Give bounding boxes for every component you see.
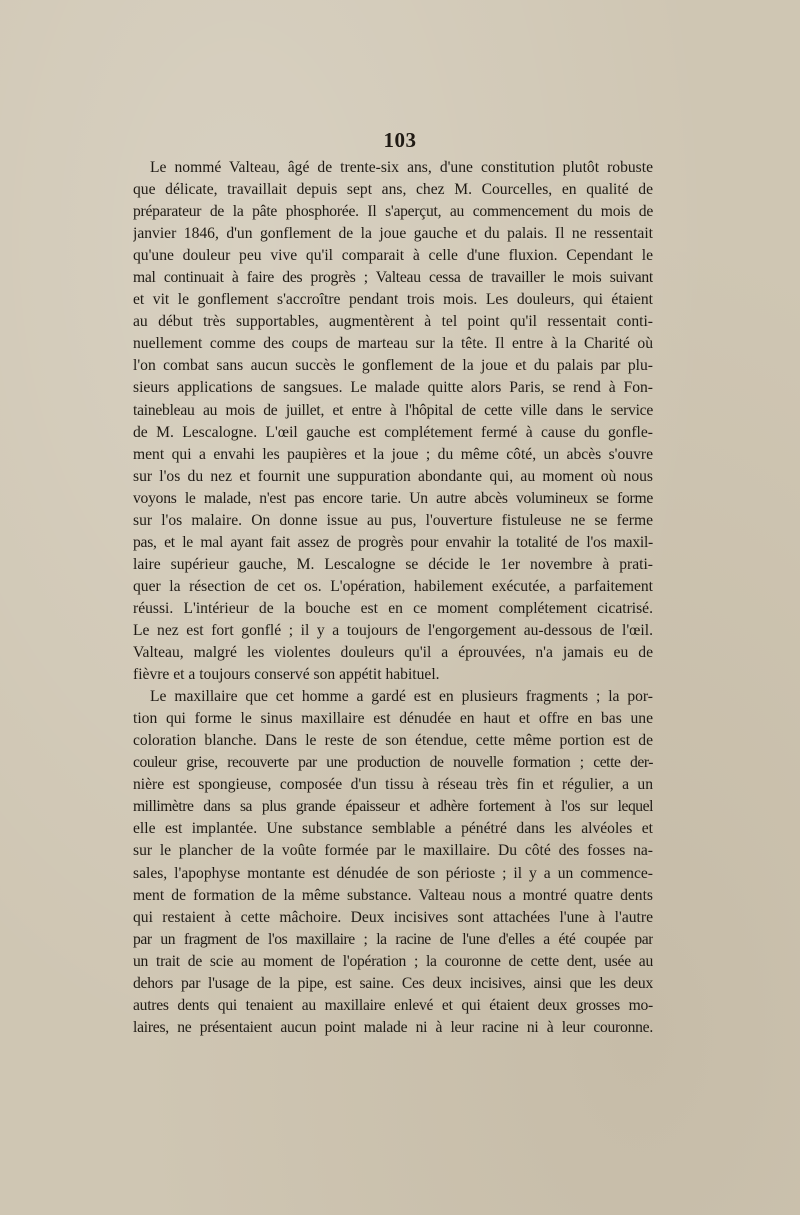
text-line: tion qui forme le sinus maxillaire est dénudée en haut et offre en bas une — [133, 710, 653, 728]
text-line: de M. Lescalogne. L'œil gauche est complétement fermé à cause du gonfle- — [133, 423, 653, 441]
text-line: sur l'os malaire. On donne issue au pus, l'ouverture fistuleuse ne se ferme — [133, 511, 653, 529]
text-line: autres dents qui tenaient au maxillaire enlevé et qui étaient deux grosses mo- — [133, 996, 653, 1014]
text-line: voyons le malade, n'est pas encore tarie. Un autre abcès volumineux se forme — [133, 489, 653, 507]
text-line: tainebleau au mois de juillet, et entre à l'hôpital de cette ville dans le service — [133, 401, 653, 419]
text-line: nière est spongieuse, composée d'un tissu à réseau très fin et régulier, a un — [133, 776, 653, 794]
text-line: quer la résection de cet os. L'opération, habilement exécutée, a parfaitement — [133, 577, 653, 595]
paragraph — [133, 686, 653, 1039]
text-line: réussi. L'intérieur de la bouche est en ce moment complétement cicatrisé. — [133, 599, 653, 617]
text-line: nuellement comme des coups de marteau sur la tête. Il entre à la Charité où — [133, 335, 653, 353]
text-line: qu'une douleur peu vive qu'il comparait à celle d'une fluxion. Cependant le — [133, 247, 653, 265]
text-line: elle est implantée. Une substance semblable a pénétré dans les alvéoles et — [133, 820, 653, 838]
text-line: sur l'os du nez et fournit une suppuration abondante qui, au moment où nous — [133, 467, 653, 485]
text-line: sales, l'apophyse montante est dénudée de son périoste ; il y a un commence- — [133, 864, 653, 882]
text-line: et vit le gonflement s'accroître pendant trois mois. Les douleurs, qui étaient — [133, 291, 653, 309]
text-line: Valteau, malgré les violentes douleurs qu'il a éprouvées, n'a jamais eu de — [133, 644, 653, 662]
text-line: par un fragment de l'os maxillaire ; la racine de l'une d'elles a été coupée par — [133, 930, 653, 948]
text-line: l'on combat sans aucun succès le gonflement de la joue et du palais par plu- — [133, 357, 653, 375]
text-line: sur le plancher de la voûte formée par le maxillaire. Du côté des fosses na- — [133, 842, 653, 860]
text-line: qui restaient à cette mâchoire. Deux incisives sont attachées l'une à l'autre — [133, 908, 653, 926]
text-line: Le maxillaire que cet homme a gardé est en plusieurs fragments ; la por- — [150, 688, 653, 706]
text-line: laire supérieur gauche, M. Lescalogne se décide le 1er novembre à prati- — [133, 555, 653, 573]
text-line: fièvre et a toujours conservé son appétit habituel. — [133, 666, 440, 684]
page-number: 103 — [383, 128, 417, 152]
text-line: dehors par l'usage de la pipe, est saine. Ces deux incisives, ainsi que les deux — [133, 974, 653, 992]
text-line: Le nez est fort gonflé ; il y a toujours de l'engorgement au-dessous de l'œil. — [133, 621, 653, 639]
text-line: pas, et le mal ayant fait assez de progrès pour envahir la totalité de l'os maxil- — [133, 533, 653, 551]
text-line: ment qui a envahi les paupières et la joue ; du même côté, un abcès s'ouvre — [133, 445, 653, 463]
text-line: un trait de scie au moment de l'opération ; la couronne de cette dent, usée au — [133, 952, 653, 970]
paragraph — [133, 157, 653, 686]
body-text — [133, 157, 653, 1039]
text-line: que délicate, travaillait depuis sept ans, chez M. Courcelles, en qualité de — [133, 181, 653, 199]
text-line: préparateur de la pâte phosphorée. Il s'aperçut, au commencement du mois de — [133, 203, 653, 221]
text-line: laires, ne présentaient aucun point malade ni à leur racine ni à leur couronne. — [133, 1018, 653, 1036]
text-line: millimètre dans sa plus grande épaisseur et adhère fortement à l'os sur lequel — [133, 798, 653, 816]
text-line: janvier 1846, d'un gonflement de la joue gauche et du palais. Il ne ressentait — [133, 225, 653, 243]
text-line: coloration blanche. Dans le reste de son étendue, cette même portion est de — [133, 732, 653, 750]
text-line: mal continuait à faire des progrès ; Valteau cessa de travailler le mois suivant — [133, 269, 653, 287]
text-line: sieurs applications de sangsues. Le malade quitte alors Paris, se rend à Fon- — [133, 379, 653, 397]
text-line: ment de formation de la même substance. Valteau nous a montré quatre dents — [133, 886, 653, 904]
text-line: Le nommé Valteau, âgé de trente-six ans, d'une constitution plutôt robuste — [150, 159, 653, 176]
text-line: couleur grise, recouverte par une production de nouvelle formation ; cette der- — [133, 754, 653, 772]
text-line: au début très supportables, augmentèrent à tel point qu'il ressentait conti- — [133, 313, 653, 331]
